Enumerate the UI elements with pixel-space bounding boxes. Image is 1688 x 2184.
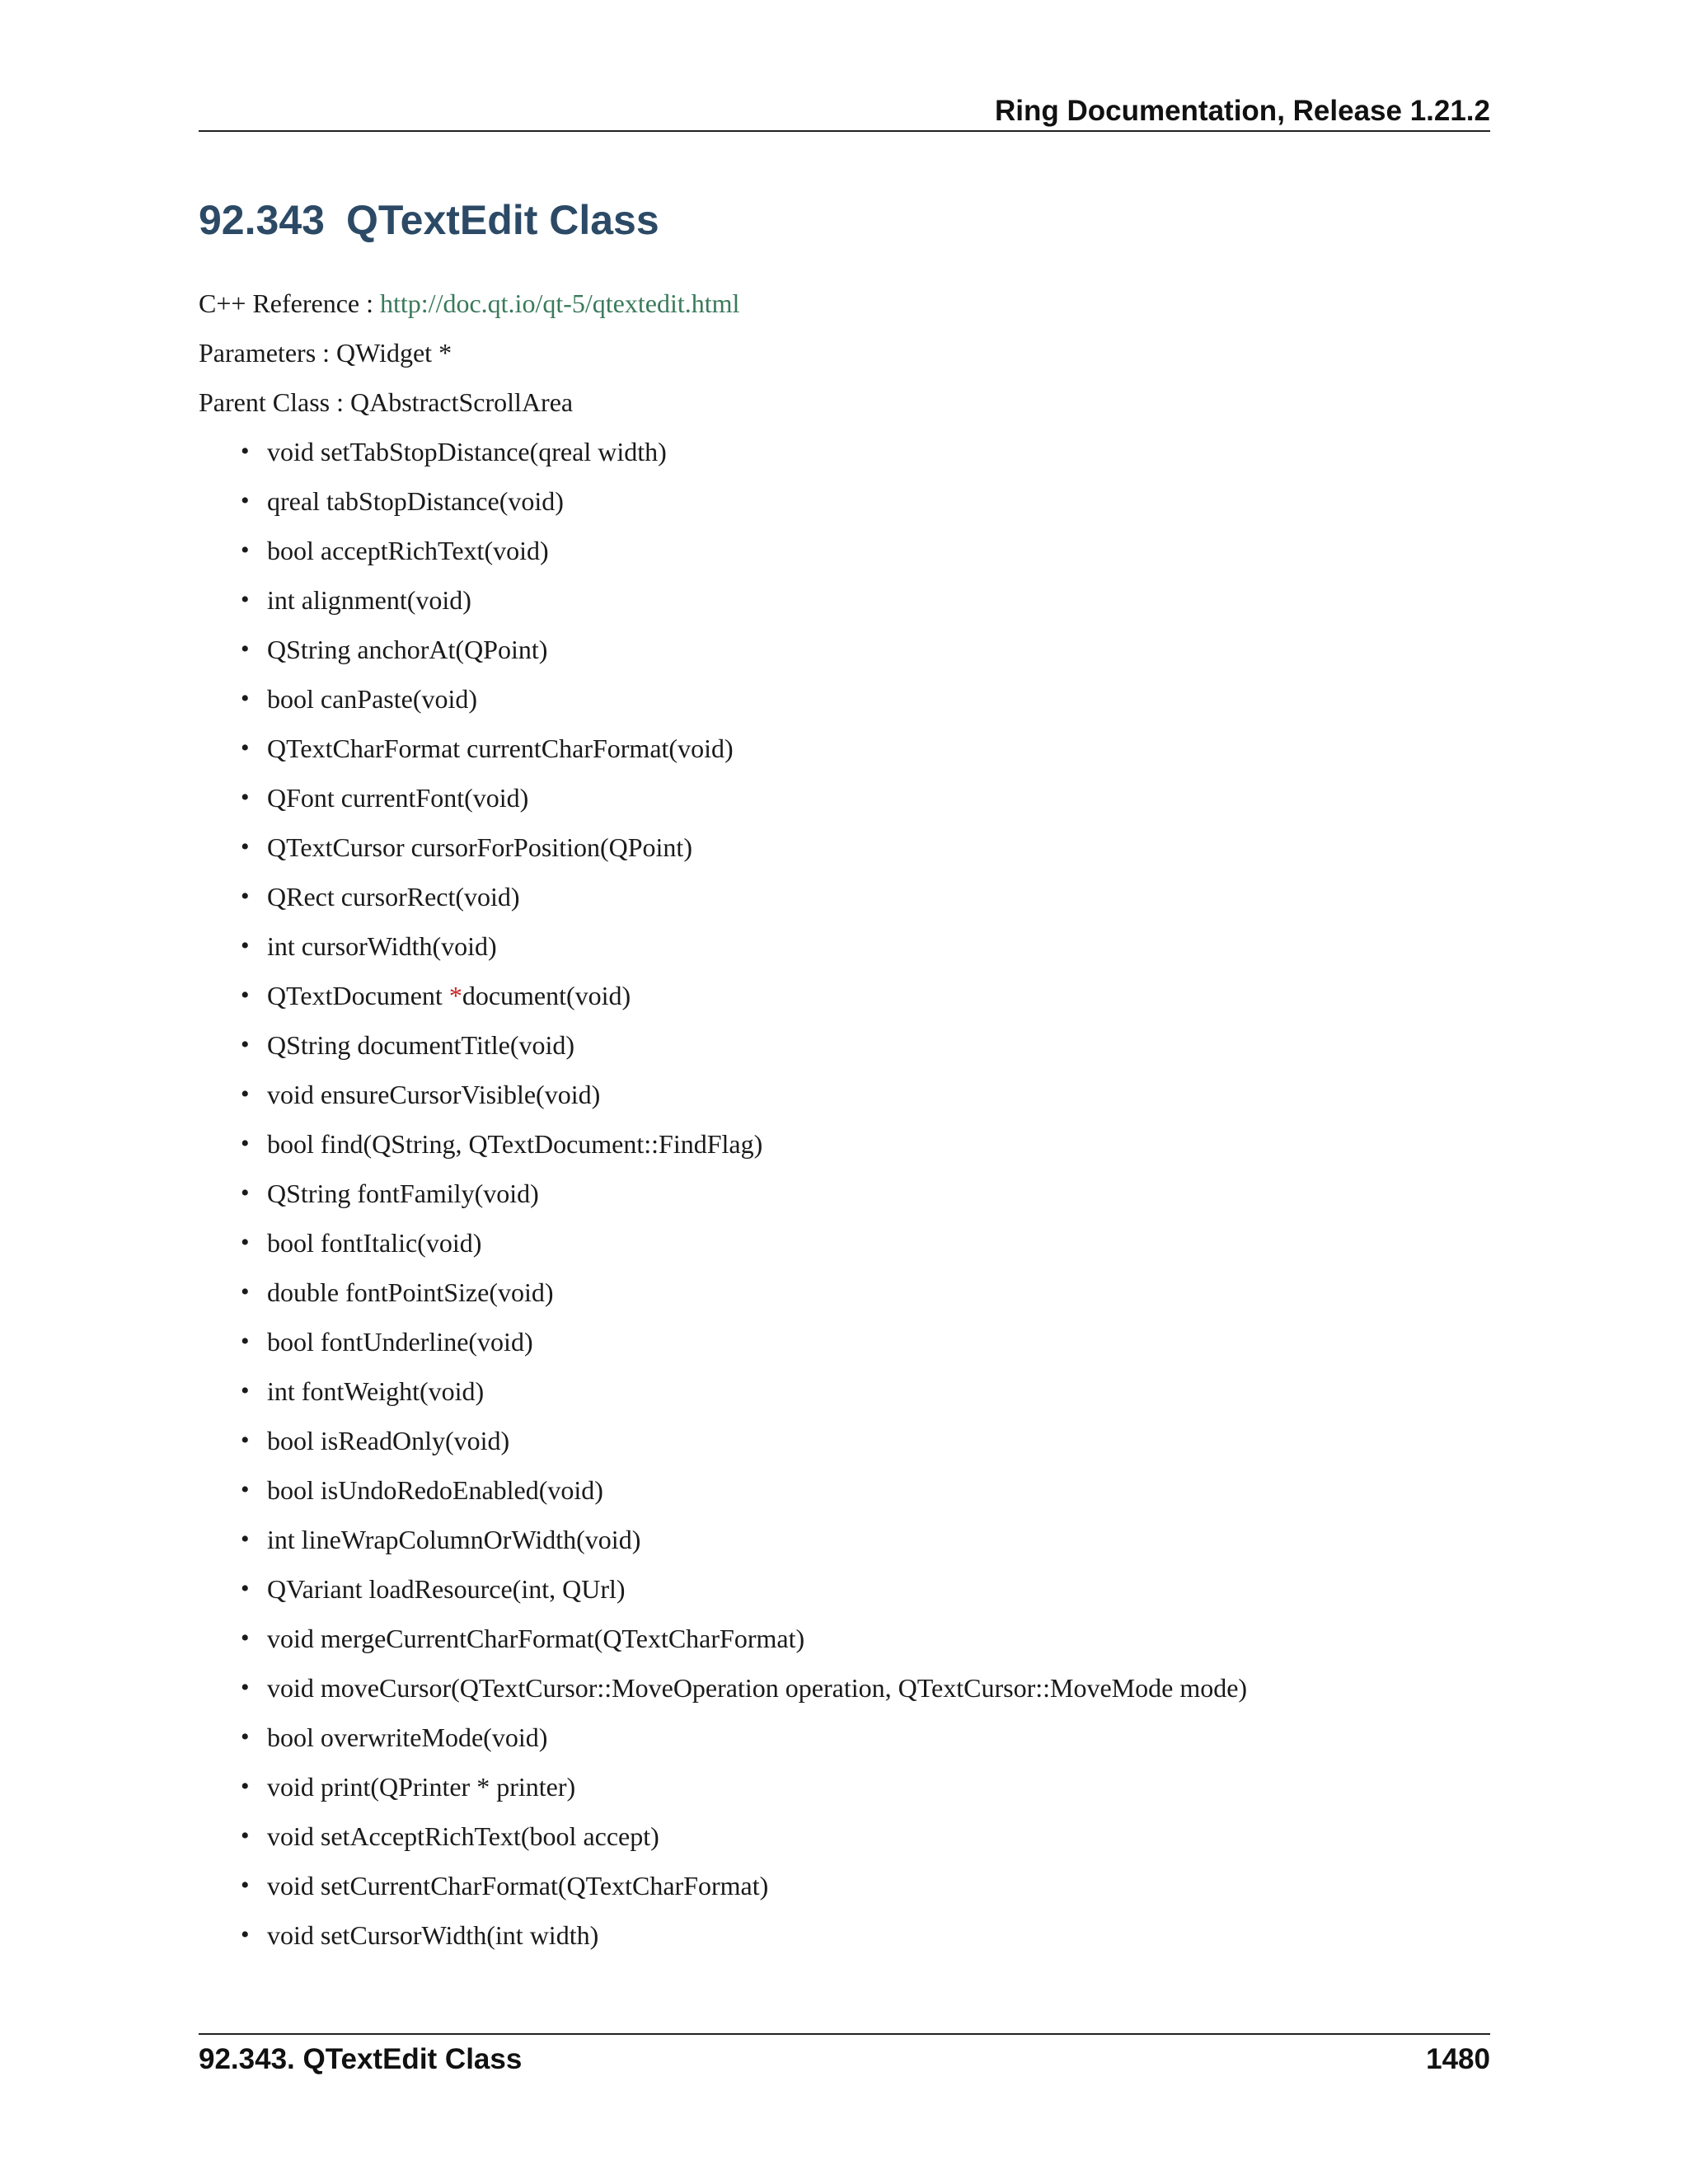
- bullet-icon: •: [241, 1179, 250, 1207]
- parent-class-line: Parent Class : QAbstractScrollArea: [199, 387, 574, 417]
- bullet-icon: •: [241, 833, 250, 860]
- method-item: [239, 730, 1247, 780]
- method-signature: bool isReadOnly(void): [267, 1426, 510, 1455]
- section-number: 92.343: [199, 197, 325, 243]
- method-item: [239, 1076, 1247, 1126]
- method-signature: void setCurrentCharFormat(QTextCharFormat): [267, 1871, 769, 1900]
- bullet-icon: •: [241, 1921, 250, 1948]
- bullet-icon: •: [241, 883, 250, 910]
- method-item: [239, 1719, 1247, 1769]
- bullet-icon: •: [241, 1130, 250, 1157]
- bullet-icon: •: [241, 685, 250, 712]
- pointer-star: *: [448, 981, 462, 1010]
- method-signature: bool fontUnderline(void): [267, 1327, 533, 1357]
- section-title: [199, 191, 659, 249]
- method-list: [239, 434, 1247, 1966]
- method-item: [239, 1472, 1247, 1521]
- method-signature: QRect cursorRect(void): [267, 882, 520, 912]
- bullet-icon: •: [241, 1674, 250, 1701]
- bullet-icon: •: [241, 1080, 250, 1108]
- bullet-icon: •: [241, 734, 250, 762]
- method-signature: QTextDocument *document(void): [267, 981, 631, 1010]
- method-item: [239, 1027, 1247, 1076]
- method-item: [239, 483, 1247, 532]
- method-signature: bool acceptRichText(void): [267, 536, 549, 565]
- method-signature: bool overwriteMode(void): [267, 1722, 548, 1752]
- method-signature: bool isUndoRedoEnabled(void): [267, 1475, 603, 1505]
- method-item: [239, 1868, 1247, 1917]
- method-signature: bool find(QString, QTextDocument::FindFlag): [267, 1129, 763, 1159]
- method-signature: QTextCursor cursorForPosition(QPoint): [267, 832, 692, 862]
- method-signature: QString documentTitle(void): [267, 1030, 575, 1060]
- method-item: [239, 928, 1247, 977]
- method-item: [239, 1620, 1247, 1670]
- bullet-icon: •: [241, 1427, 250, 1454]
- method-signature: bool fontItalic(void): [267, 1228, 482, 1258]
- method-item: [239, 1769, 1247, 1818]
- running-header: [199, 91, 1490, 132]
- method-item: [239, 1422, 1247, 1472]
- method-signature: int fontWeight(void): [267, 1376, 485, 1406]
- bullet-icon: •: [241, 1822, 250, 1849]
- bullet-icon: •: [241, 982, 250, 1009]
- bullet-icon: •: [241, 1377, 250, 1404]
- method-item: [239, 1126, 1247, 1175]
- method-signature: qreal tabStopDistance(void): [267, 486, 564, 516]
- parameters-line: Parameters : QWidget *: [199, 338, 452, 368]
- bullet-icon: •: [241, 1328, 250, 1355]
- method-signature: void moveCursor(QTextCursor::MoveOperation operation, QTextCursor::MoveMode mode): [267, 1673, 1248, 1703]
- method-item: [239, 1324, 1247, 1373]
- method-item: [239, 681, 1247, 730]
- method-signature: void print(QPrinter * printer): [267, 1772, 576, 1802]
- bullet-icon: •: [241, 1773, 250, 1800]
- method-item: [239, 532, 1247, 582]
- method-item: [239, 1225, 1247, 1274]
- method-signature: int cursorWidth(void): [267, 931, 497, 961]
- bullet-icon: •: [241, 1476, 250, 1503]
- bullet-icon: •: [241, 1624, 250, 1652]
- method-signature: int alignment(void): [267, 585, 471, 615]
- method-signature: QString anchorAt(QPoint): [267, 635, 548, 664]
- method-signature: double fontPointSize(void): [267, 1277, 554, 1307]
- method-signature: QString fontFamily(void): [267, 1179, 539, 1208]
- bullet-icon: •: [241, 1278, 250, 1305]
- method-item: [239, 829, 1247, 879]
- footer-page-number: 1480: [1426, 2043, 1490, 2075]
- method-item: [239, 1818, 1247, 1868]
- method-item: [239, 434, 1247, 483]
- cpp-reference-label: C++ Reference :: [199, 288, 380, 318]
- bullet-icon: •: [241, 438, 250, 465]
- method-item: [239, 1521, 1247, 1571]
- method-signature: void mergeCurrentCharFormat(QTextCharFormat): [267, 1624, 805, 1653]
- section-title-text: QTextEdit Class: [345, 197, 659, 243]
- bullet-icon: •: [241, 932, 250, 959]
- bullet-icon: •: [241, 487, 250, 514]
- method-item: [239, 977, 1247, 1027]
- method-item: [239, 582, 1247, 631]
- bullet-icon: •: [241, 537, 250, 564]
- bullet-icon: •: [241, 1031, 250, 1058]
- method-signature: void ensureCursorVisible(void): [267, 1080, 601, 1109]
- method-item: [239, 1917, 1247, 1966]
- method-item: [239, 780, 1247, 829]
- header-title: Ring Documentation, Release 1.21.2: [994, 95, 1490, 127]
- bullet-icon: •: [241, 784, 250, 811]
- bullet-icon: •: [241, 1229, 250, 1256]
- running-footer: [199, 2033, 1490, 2083]
- method-signature: void setCursorWidth(int width): [267, 1920, 599, 1950]
- method-item: [239, 1670, 1247, 1719]
- bullet-icon: •: [241, 1872, 250, 1899]
- method-item: [239, 1373, 1247, 1422]
- method-item: [239, 879, 1247, 928]
- bullet-icon: •: [241, 586, 250, 613]
- bullet-icon: •: [241, 1575, 250, 1602]
- method-signature: QFont currentFont(void): [267, 783, 529, 813]
- method-item: [239, 1274, 1247, 1324]
- bullet-icon: •: [241, 1526, 250, 1553]
- bullet-icon: •: [241, 635, 250, 663]
- bullet-icon: •: [241, 1723, 250, 1750]
- cpp-reference: [199, 285, 739, 321]
- method-signature: void setAcceptRichText(bool accept): [267, 1821, 659, 1851]
- method-signature: int lineWrapColumnOrWidth(void): [267, 1525, 641, 1554]
- method-signature: QTextCharFormat currentCharFormat(void): [267, 733, 734, 763]
- method-signature: bool canPaste(void): [267, 684, 478, 714]
- method-item: [239, 1175, 1247, 1225]
- method-item: [239, 1571, 1247, 1620]
- method-item: [239, 631, 1247, 681]
- footer-section: 92.343. QTextEdit Class: [199, 2043, 523, 2075]
- method-signature: void setTabStopDistance(qreal width): [267, 437, 667, 466]
- cpp-reference-link[interactable]: http://doc.qt.io/qt-5/qtextedit.html: [380, 288, 740, 318]
- method-signature: QVariant loadResource(int, QUrl): [267, 1574, 626, 1604]
